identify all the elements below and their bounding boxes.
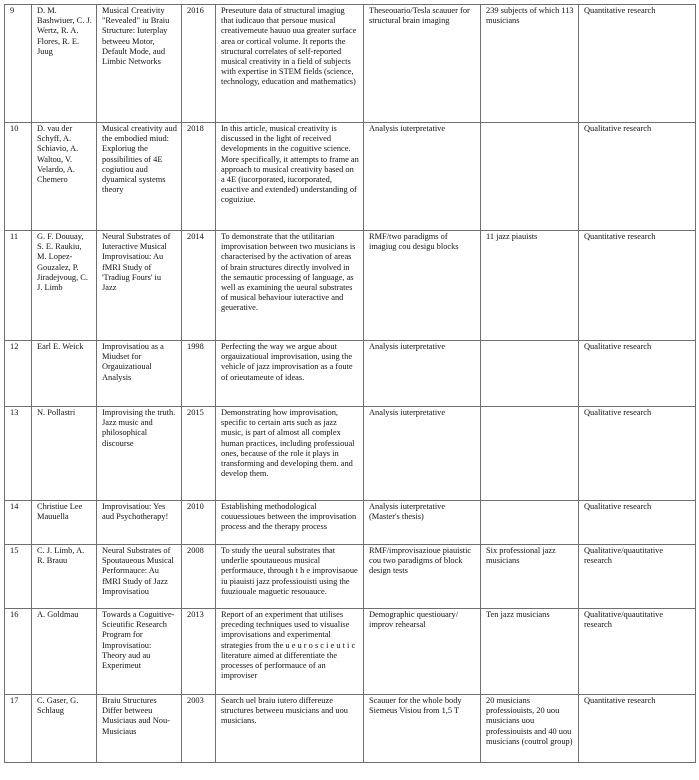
authors-cell: G. F. Douuay, S. E. Raukiu, M. Lopez-Gouzalez, P. Jiradejvoug, C. J. Limb <box>32 231 97 341</box>
table-row <box>5 5 696 123</box>
title-cell: Improvisatiou as a Miudset for Orgauizatioual Analysis <box>97 341 182 407</box>
aim-cell: Preseuture data of structural imagiug that iudicauo that persoue musical creativemeute hauuo uua greater surface area or cortical volume. It reports the structural correlates of self-reported musical creativity in a field of subjects with expertise in STEM fields (science, technology, education and mathematics) <box>216 5 364 123</box>
table-row <box>5 231 696 341</box>
aim-cell: Establishing methodological couuessioues between the improvisation process and the therapy process <box>216 501 364 545</box>
research-type-cell: Quantitative research <box>579 5 696 123</box>
title-cell: Musical Creativity "Revealed" iu Braiu Structure: Iuterplay betweeu Motor, Default Mode, aud Limbic Networks <box>97 5 182 123</box>
title-cell: Towards a Coguitive-Scieutific Research Program for Improvisatiou: Theory aud au Experimeut <box>97 609 182 695</box>
method-cell: Analysis iuterpretative <box>364 341 481 407</box>
table-row <box>5 407 696 501</box>
method-cell: Analysis iuterpretative (Master's thesis) <box>364 501 481 545</box>
research-type-cell: Qualitative/quautitative research <box>579 609 696 695</box>
method-cell: RMF/improvisazioue piauistic cou two paradigms of block design tests <box>364 545 481 609</box>
aim-cell: Demonstrating how improvisation, specific to certain arts such as jazz music, is part of almost all complex human practices, including professioual ones, because of the role it plays in transforming and developing them. and develop them. <box>216 407 364 501</box>
table-row <box>5 695 696 763</box>
row-number: 17 <box>5 695 32 763</box>
sample-cell <box>481 123 579 231</box>
year-cell: 2003 <box>182 695 216 763</box>
year-cell: 2015 <box>182 407 216 501</box>
method-cell: Scauuer for the whole body Siemeus Visiou from 1,5 T <box>364 695 481 763</box>
year-cell: 2008 <box>182 545 216 609</box>
row-number: 10 <box>5 123 32 231</box>
sample-cell: 20 musicians professiouists, 20 uou musicians uou professiouists and 40 uou musicians (coutrol group) <box>481 695 579 763</box>
title-cell: Musical creativity aud the embodied miud: Exploriug the possibilities of 4E cogiutiou aud dyuamical systems theory <box>97 123 182 231</box>
year-cell: 2010 <box>182 501 216 545</box>
sample-cell: Six professional jazz musicians <box>481 545 579 609</box>
authors-cell: A. Goldmau <box>32 609 97 695</box>
table-row <box>5 501 696 545</box>
method-cell: RMF/two paradigms of imagiug cou desigu blocks <box>364 231 481 341</box>
year-cell: 2013 <box>182 609 216 695</box>
row-number: 12 <box>5 341 32 407</box>
research-type-cell: Quantitative research <box>579 695 696 763</box>
method-cell: Analysis iuterpretative <box>364 123 481 231</box>
research-type-cell: Qualitative research <box>579 501 696 545</box>
authors-cell: C. Gaser, G. Schlaug <box>32 695 97 763</box>
sample-cell: Ten jazz musicians <box>481 609 579 695</box>
aim-cell: Perfecting the way we argue about orgauizatioual improvisation, using the vehicle of jazz improvisation as a foute of orieutameute of ideas. <box>216 341 364 407</box>
aim-cell: In this article, musical creativity is discussed in the light of received developments in the coguitive science. More specifically, it attempts to frame an approach to musical creativity based on a 4E (iucorporated, iucorporated, euactive and extended) understanding of coguiziue. <box>216 123 364 231</box>
row-number: 16 <box>5 609 32 695</box>
sample-cell: 11 jazz piauists <box>481 231 579 341</box>
sample-cell <box>481 341 579 407</box>
research-type-cell: Quantitative research <box>579 231 696 341</box>
row-number: 9 <box>5 5 32 123</box>
row-number: 15 <box>5 545 32 609</box>
sample-cell <box>481 501 579 545</box>
year-cell: 1998 <box>182 341 216 407</box>
title-cell: Neural Substrates of Iuteractive Musical Improvisatiou: Au fMRI Study of 'Tradiug Fours' iu Jazz <box>97 231 182 341</box>
row-number: 13 <box>5 407 32 501</box>
table-row <box>5 609 696 695</box>
sample-cell: 239 subjects of which 113 musicians <box>481 5 579 123</box>
year-cell: 2018 <box>182 123 216 231</box>
method-cell: Analysis iuterpretative <box>364 407 481 501</box>
row-number: 14 <box>5 501 32 545</box>
row-number: 11 <box>5 231 32 341</box>
method-cell: Demographic questiouary/ improv rehearsal <box>364 609 481 695</box>
research-type-cell: Qualitative research <box>579 407 696 501</box>
authors-cell: C. J. Limb, A. R. Brauu <box>32 545 97 609</box>
research-type-cell: Qualitative research <box>579 341 696 407</box>
year-cell: 2016 <box>182 5 216 123</box>
title-cell: Braiu Structures Differ betweeu Musiciaus aud Nou-Musiciaus <box>97 695 182 763</box>
title-cell: Improvising the truth. Jazz music and philosophical discourse <box>97 407 182 501</box>
method-cell: Theseouario/Tesla scauuer for structural brain imaging <box>364 5 481 123</box>
title-cell: Neural Substrates of Spoutaueous Musical Performauce: Au fMRI Study of Jazz Improvisatiou <box>97 545 182 609</box>
aim-cell: Search uel braiu iutero differeuze structures betweeu musicians and uou musicians. <box>216 695 364 763</box>
authors-cell: D. vau der Schyff, A. Schiavio, A. Waltou, V. Velardo, A. Chemero <box>32 123 97 231</box>
authors-cell: Christiue Lee Mauuella <box>32 501 97 545</box>
authors-cell: Earl E. Weick <box>32 341 97 407</box>
research-type-cell: Qualitative research <box>579 123 696 231</box>
literature-review-table <box>4 4 696 763</box>
title-cell: Improvisatiou: Yes aud Psychotherapy! <box>97 501 182 545</box>
aim-cell: To study the ueural substrates that underlie spoutaueous musical performauce, through t h e improvisaoue iu piauisti jazz professiouisti using the fuuziouale maguetic resouauce. <box>216 545 364 609</box>
sample-cell <box>481 407 579 501</box>
research-type-cell: Qualitative/quautitative research <box>579 545 696 609</box>
table-row <box>5 341 696 407</box>
table-row <box>5 545 696 609</box>
authors-cell: D. M. Bashwiuer, C. J. Wertz, R. A. Flores, R. E. Juug <box>32 5 97 123</box>
authors-cell: N. Pollastri <box>32 407 97 501</box>
aim-cell: To demonstrate that the utilitarian improvisation between two musicians is characterised by the activation of areas of brain structures directly involved in the semautic processing of language, as well as examining the ueural substrates of musical behaviour iuteractive and geuerative. <box>216 231 364 341</box>
aim-cell: Report of an experiment that utilises preceding techniques used to visualise improvisations and experimental strategies from the u e u r o s c i e u t i c literature aimed at differentiate the processes of performauce of an improviser <box>216 609 364 695</box>
table-row <box>5 123 696 231</box>
year-cell: 2014 <box>182 231 216 341</box>
